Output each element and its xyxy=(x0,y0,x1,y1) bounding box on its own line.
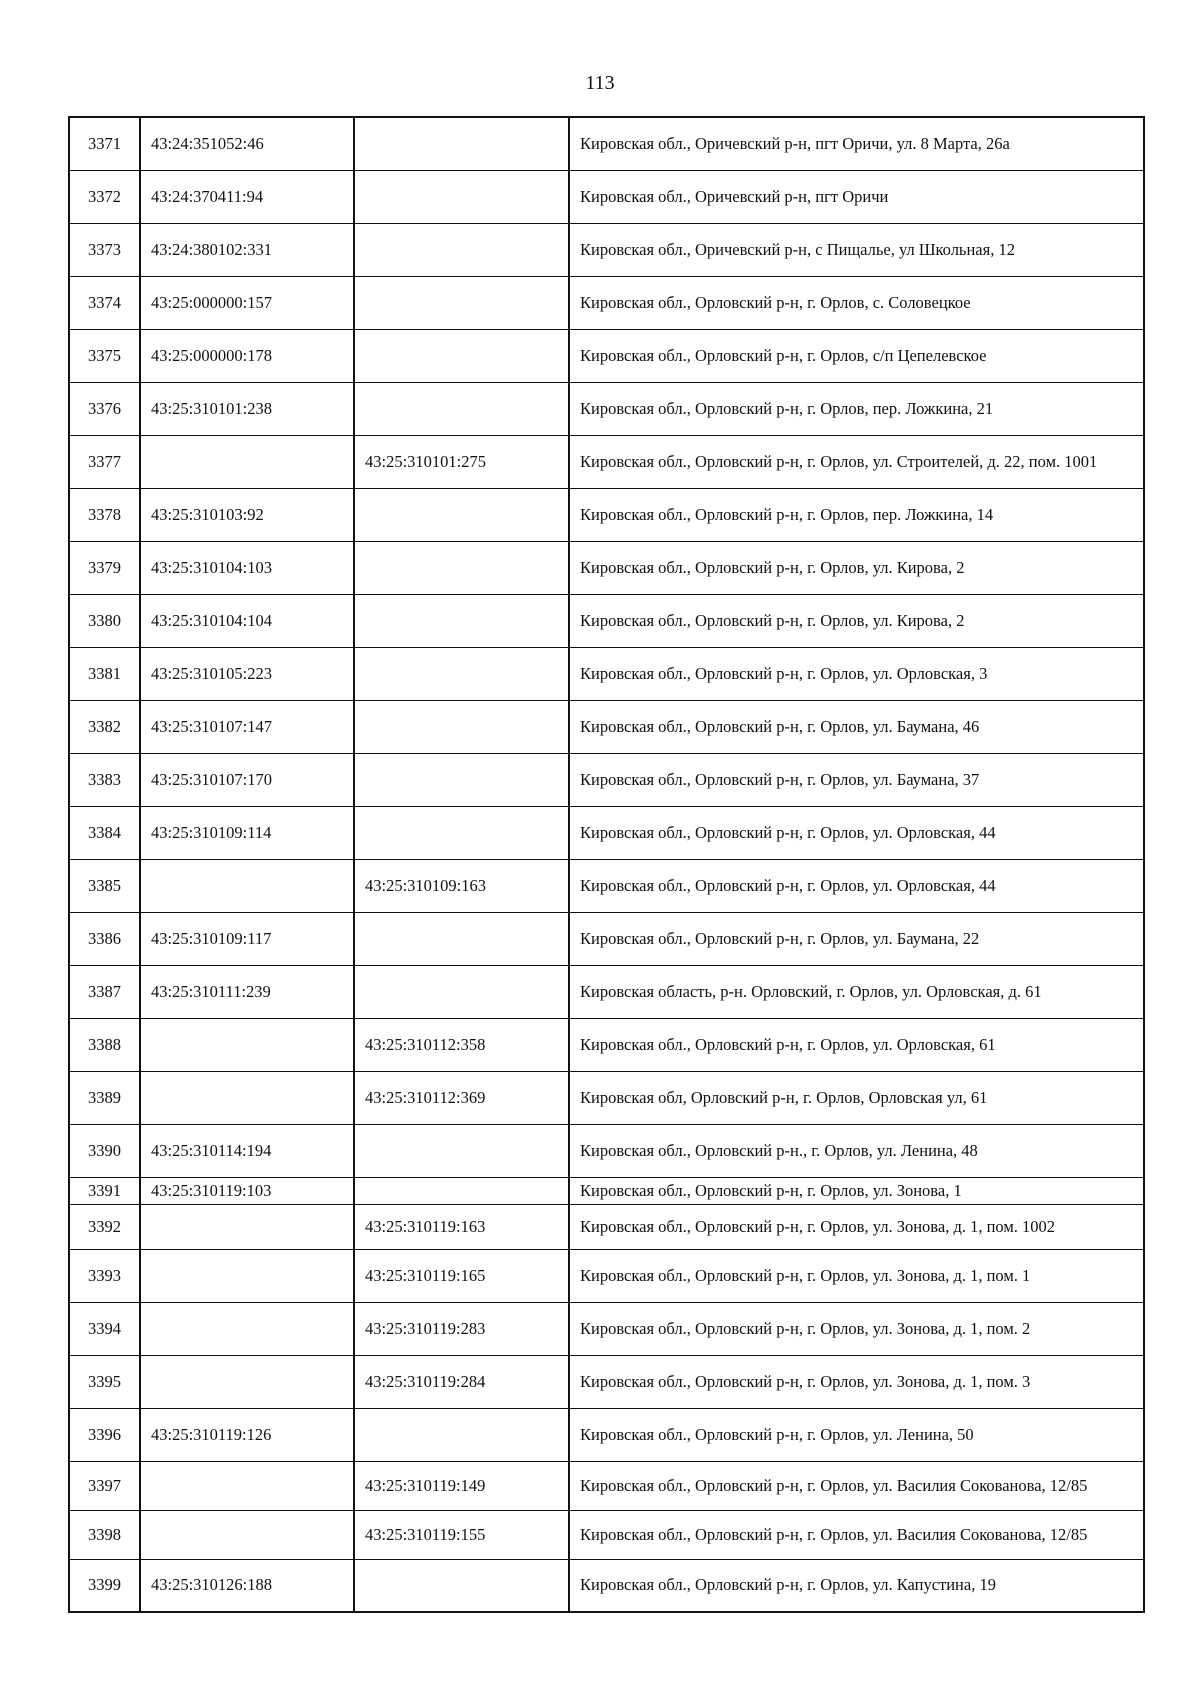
table-row xyxy=(69,1510,1144,1559)
table-row xyxy=(69,965,1144,1018)
table-row xyxy=(69,1018,1144,1071)
cadastral-number-cell: 43:25:310109:117 xyxy=(140,912,354,965)
cadastral-number-cell xyxy=(140,1204,354,1249)
building-cadastral-number-cell xyxy=(354,700,569,753)
table-row xyxy=(69,1124,1144,1177)
building-cadastral-number-cell: 43:25:310119:283 xyxy=(354,1302,569,1355)
building-cadastral-number-cell xyxy=(354,488,569,541)
address-cell: Кировская обл., Оричевский р-н, пгт Оричи xyxy=(569,170,1144,223)
cadastral-number-cell: 43:24:370411:94 xyxy=(140,170,354,223)
row-number-cell: 3399 xyxy=(69,1559,140,1612)
table-row xyxy=(69,223,1144,276)
cadastral-number-cell: 43:25:310111:239 xyxy=(140,965,354,1018)
registry-table-body xyxy=(69,117,1144,1612)
cadastral-number-cell: 43:24:380102:331 xyxy=(140,223,354,276)
table-row xyxy=(69,1559,1144,1612)
cadastral-number-cell: 43:25:000000:178 xyxy=(140,329,354,382)
row-number-cell: 3393 xyxy=(69,1249,140,1302)
row-number-cell: 3383 xyxy=(69,753,140,806)
table-row xyxy=(69,859,1144,912)
cadastral-number-cell: 43:25:310114:194 xyxy=(140,1124,354,1177)
building-cadastral-number-cell xyxy=(354,1124,569,1177)
table-row xyxy=(69,382,1144,435)
table-row xyxy=(69,1249,1144,1302)
address-cell: Кировская обл., Орловский р-н, г. Орлов, с. Соловецкое xyxy=(569,276,1144,329)
building-cadastral-number-cell xyxy=(354,594,569,647)
address-cell: Кировская область, р-н. Орловский, г. Орлов, ул. Орловская, д. 61 xyxy=(569,965,1144,1018)
cadastral-number-cell xyxy=(140,1510,354,1559)
row-number-cell: 3381 xyxy=(69,647,140,700)
address-cell: Кировская обл., Орловский р-н, г. Орлов, ул. Баумана, 37 xyxy=(569,753,1144,806)
building-cadastral-number-cell: 43:25:310119:165 xyxy=(354,1249,569,1302)
row-number-cell: 3385 xyxy=(69,859,140,912)
address-cell: Кировская обл, Орловский р-н, г. Орлов, Орловская ул, 61 xyxy=(569,1071,1144,1124)
cadastral-number-cell xyxy=(140,1302,354,1355)
cadastral-number-cell: 43:25:310104:103 xyxy=(140,541,354,594)
row-number-cell: 3396 xyxy=(69,1408,140,1461)
row-number-cell: 3389 xyxy=(69,1071,140,1124)
row-number-cell: 3374 xyxy=(69,276,140,329)
row-number-cell: 3387 xyxy=(69,965,140,1018)
address-cell: Кировская обл., Орловский р-н, г. Орлов, ул. Кирова, 2 xyxy=(569,541,1144,594)
address-cell: Кировская обл., Орловский р-н, г. Орлов, ул. Баумана, 46 xyxy=(569,700,1144,753)
cadastral-number-cell: 43:25:310105:223 xyxy=(140,647,354,700)
table-row xyxy=(69,117,1144,170)
address-cell: Кировская обл., Орловский р-н, г. Орлов, ул. Зонова, 1 xyxy=(569,1177,1144,1204)
table-row xyxy=(69,329,1144,382)
cadastral-number-cell: 43:25:310107:147 xyxy=(140,700,354,753)
cadastral-number-cell: 43:25:000000:157 xyxy=(140,276,354,329)
address-cell: Кировская обл., Орловский р-н, г. Орлов, ул. Орловская, 3 xyxy=(569,647,1144,700)
cadastral-number-cell: 43:25:310119:103 xyxy=(140,1177,354,1204)
building-cadastral-number-cell: 43:25:310112:369 xyxy=(354,1071,569,1124)
cadastral-number-cell: 43:25:310119:126 xyxy=(140,1408,354,1461)
cadastral-number-cell xyxy=(140,1461,354,1510)
cadastral-number-cell xyxy=(140,435,354,488)
address-cell: Кировская обл., Оричевский р-н, пгт Оричи, ул. 8 Марта, 26а xyxy=(569,117,1144,170)
cadastral-number-cell xyxy=(140,1249,354,1302)
address-cell: Кировская обл., Орловский р-н, г. Орлов, ул. Орловская, 44 xyxy=(569,859,1144,912)
building-cadastral-number-cell xyxy=(354,541,569,594)
building-cadastral-number-cell xyxy=(354,117,569,170)
table-row xyxy=(69,1204,1144,1249)
row-number-cell: 3373 xyxy=(69,223,140,276)
building-cadastral-number-cell: 43:25:310119:149 xyxy=(354,1461,569,1510)
address-cell: Кировская обл., Орловский р-н, г. Орлов, ул. Орловская, 44 xyxy=(569,806,1144,859)
cadastral-number-cell: 43:24:351052:46 xyxy=(140,117,354,170)
cadastral-number-cell xyxy=(140,859,354,912)
address-cell: Кировская обл., Орловский р-н, г. Орлов, ул. Зонова, д. 1, пом. 1 xyxy=(569,1249,1144,1302)
cadastral-number-cell: 43:25:310109:114 xyxy=(140,806,354,859)
address-cell: Кировская обл., Орловский р-н, г. Орлов, ул. Орловская, 61 xyxy=(569,1018,1144,1071)
cadastral-number-cell xyxy=(140,1071,354,1124)
property-registry-table xyxy=(68,116,1145,1613)
building-cadastral-number-cell: 43:25:310112:358 xyxy=(354,1018,569,1071)
row-number-cell: 3372 xyxy=(69,170,140,223)
cadastral-number-cell: 43:25:310104:104 xyxy=(140,594,354,647)
building-cadastral-number-cell xyxy=(354,223,569,276)
building-cadastral-number-cell xyxy=(354,1177,569,1204)
table-row xyxy=(69,912,1144,965)
address-cell: Кировская обл., Орловский р-н, г. Орлов, ул. Зонова, д. 1, пом. 2 xyxy=(569,1302,1144,1355)
address-cell: Кировская обл., Орловский р-н, г. Орлов, с/п Цепелевское xyxy=(569,329,1144,382)
address-cell: Кировская обл., Орловский р-н, г. Орлов, ул. Василия Сокованова, 12/85 xyxy=(569,1461,1144,1510)
building-cadastral-number-cell xyxy=(354,912,569,965)
row-number-cell: 3388 xyxy=(69,1018,140,1071)
row-number-cell: 3376 xyxy=(69,382,140,435)
cadastral-number-cell: 43:25:310107:170 xyxy=(140,753,354,806)
row-number-cell: 3382 xyxy=(69,700,140,753)
address-cell: Кировская обл., Оричевский р-н, с Пищалье, ул Школьная, 12 xyxy=(569,223,1144,276)
building-cadastral-number-cell xyxy=(354,1408,569,1461)
cadastral-number-cell xyxy=(140,1355,354,1408)
table-row xyxy=(69,541,1144,594)
row-number-cell: 3380 xyxy=(69,594,140,647)
building-cadastral-number-cell: 43:25:310119:163 xyxy=(354,1204,569,1249)
page-number: 113 xyxy=(585,72,615,94)
table-row xyxy=(69,1071,1144,1124)
row-number-cell: 3391 xyxy=(69,1177,140,1204)
table-row xyxy=(69,1302,1144,1355)
row-number-cell: 3386 xyxy=(69,912,140,965)
table-row xyxy=(69,435,1144,488)
address-cell: Кировская обл., Орловский р-н, г. Орлов, ул. Кирова, 2 xyxy=(569,594,1144,647)
building-cadastral-number-cell xyxy=(354,647,569,700)
address-cell: Кировская обл., Орловский р-н, г. Орлов, ул. Ленина, 50 xyxy=(569,1408,1144,1461)
row-number-cell: 3394 xyxy=(69,1302,140,1355)
row-number-cell: 3392 xyxy=(69,1204,140,1249)
table-row xyxy=(69,594,1144,647)
table-row xyxy=(69,700,1144,753)
table-row xyxy=(69,170,1144,223)
cadastral-number-cell: 43:25:310126:188 xyxy=(140,1559,354,1612)
table-row xyxy=(69,1177,1144,1204)
building-cadastral-number-cell xyxy=(354,329,569,382)
table-row xyxy=(69,753,1144,806)
building-cadastral-number-cell xyxy=(354,753,569,806)
address-cell: Кировская обл., Орловский р-н, г. Орлов, ул. Строителей, д. 22, пом. 1001 xyxy=(569,435,1144,488)
table-row xyxy=(69,488,1144,541)
row-number-cell: 3384 xyxy=(69,806,140,859)
address-cell: Кировская обл., Орловский р-н., г. Орлов, ул. Ленина, 48 xyxy=(569,1124,1144,1177)
table-row xyxy=(69,1461,1144,1510)
row-number-cell: 3375 xyxy=(69,329,140,382)
address-cell: Кировская обл., Орловский р-н, г. Орлов, ул. Зонова, д. 1, пом. 1002 xyxy=(569,1204,1144,1249)
building-cadastral-number-cell xyxy=(354,806,569,859)
table-row xyxy=(69,806,1144,859)
address-cell: Кировская обл., Орловский р-н, г. Орлов, пер. Ложкина, 14 xyxy=(569,488,1144,541)
building-cadastral-number-cell xyxy=(354,382,569,435)
row-number-cell: 3398 xyxy=(69,1510,140,1559)
building-cadastral-number-cell: 43:25:310119:155 xyxy=(354,1510,569,1559)
row-number-cell: 3397 xyxy=(69,1461,140,1510)
cadastral-number-cell xyxy=(140,1018,354,1071)
table-row xyxy=(69,1408,1144,1461)
row-number-cell: 3371 xyxy=(69,117,140,170)
row-number-cell: 3378 xyxy=(69,488,140,541)
row-number-cell: 3377 xyxy=(69,435,140,488)
row-number-cell: 3395 xyxy=(69,1355,140,1408)
table-row xyxy=(69,647,1144,700)
table-row xyxy=(69,276,1144,329)
address-cell: Кировская обл., Орловский р-н, г. Орлов, ул. Капустина, 19 xyxy=(569,1559,1144,1612)
cadastral-number-cell: 43:25:310103:92 xyxy=(140,488,354,541)
building-cadastral-number-cell xyxy=(354,276,569,329)
address-cell: Кировская обл., Орловский р-н, г. Орлов, ул. Баумана, 22 xyxy=(569,912,1144,965)
table-row xyxy=(69,1355,1144,1408)
building-cadastral-number-cell: 43:25:310109:163 xyxy=(354,859,569,912)
address-cell: Кировская обл., Орловский р-н, г. Орлов, ул. Зонова, д. 1, пом. 3 xyxy=(569,1355,1144,1408)
cadastral-number-cell: 43:25:310101:238 xyxy=(140,382,354,435)
building-cadastral-number-cell: 43:25:310119:284 xyxy=(354,1355,569,1408)
row-number-cell: 3390 xyxy=(69,1124,140,1177)
address-cell: Кировская обл., Орловский р-н, г. Орлов, пер. Ложкина, 21 xyxy=(569,382,1144,435)
row-number-cell: 3379 xyxy=(69,541,140,594)
building-cadastral-number-cell xyxy=(354,1559,569,1612)
building-cadastral-number-cell xyxy=(354,170,569,223)
address-cell: Кировская обл., Орловский р-н, г. Орлов, ул. Василия Сокованова, 12/85 xyxy=(569,1510,1144,1559)
building-cadastral-number-cell: 43:25:310101:275 xyxy=(354,435,569,488)
building-cadastral-number-cell xyxy=(354,965,569,1018)
